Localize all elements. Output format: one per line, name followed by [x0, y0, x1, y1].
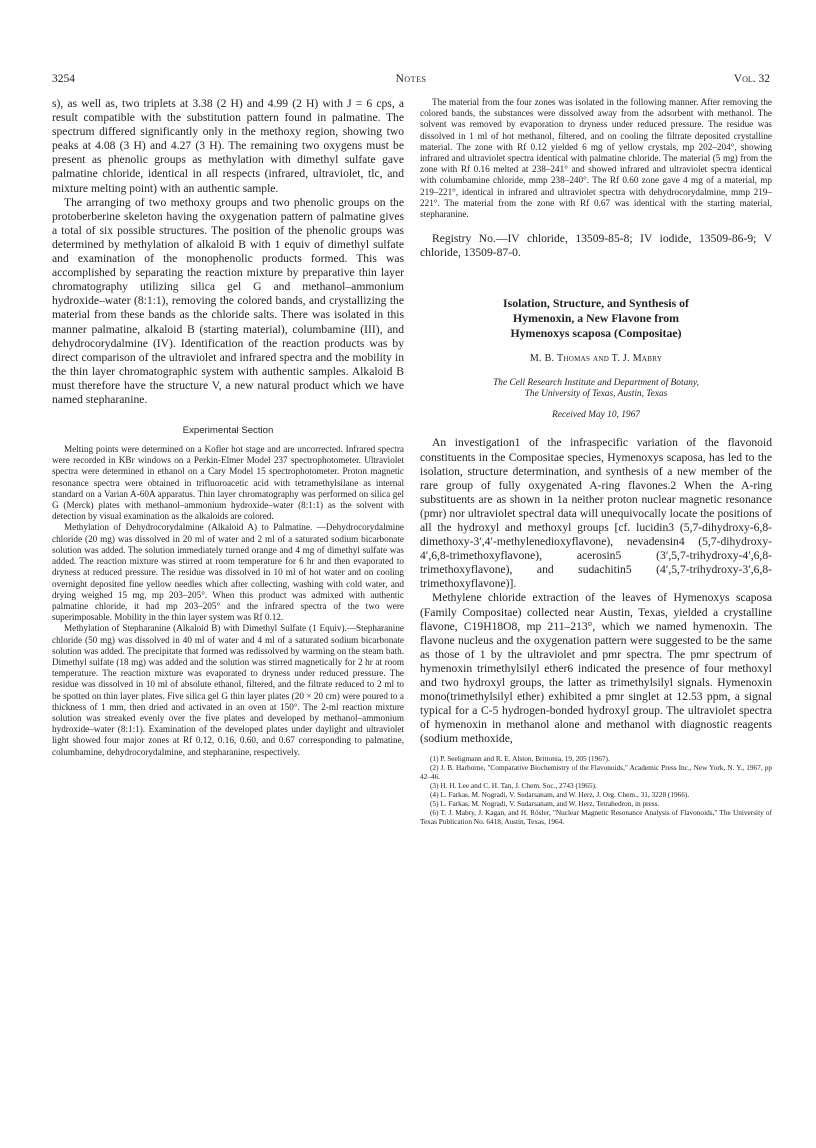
page-header: [52, 73, 770, 87]
reference-item: (4) L. Farkas, M. Nogradi, V. Sudarsanam, and W. Herz, J. Org. Chem., 31, 3228 (1966).: [430, 790, 690, 800]
body-paragraph: Methylene chloride extraction of the leaves of Hymenoxys scaposa (Family Compositae) collected near Austin, Texas, yielded a crystalline flavone, C19H18O8, mp 211–213°, which we named hymenoxin. The flavone nucleus and the oxygenation pattern were suggested to be the same as those of 1 by the ultraviolet and pmr spectra. The pmr spectrum of hymenoxin trimethylsilyl ether6 indicated the presence of four methoxyl and two hydroxyl groups, the latter as trimethylsilyl signals. Hymenoxin mono(trimethylsilyl ether) exhibited a pmr singlet at 12.53 ppm, a signal typical for a C-5 hydrogen-bonded hydroxyl group. The ultraviolet spectra of hymenoxin in methanol alone and methanol with diagnostic reagents (sodium methoxide,: [420, 591, 772, 746]
title-line: Isolation, Structure, and Synthesis of: [503, 296, 689, 311]
right-column: [420, 97, 772, 826]
reference-item: (2) J. B. Harborne, "Comparative Biochemistry of the Flavonoids," Academic Press Inc., New York, N. Y., 1967, pp 42–46.: [420, 763, 772, 782]
article-title: [420, 296, 772, 341]
section-label: Notes: [395, 73, 427, 85]
experimental-section-heading: Experimental Section: [182, 425, 274, 437]
received-date: Received May 10, 1967: [552, 410, 640, 421]
left-column: [52, 97, 404, 758]
experimental-paragraph: Methylation of Stepharanine (Alkaloid B) with Dimethyl Sulfate (1 Equiv).—Stepharanine chloride (50 mg) was dissolved in 40 ml of water and 4 ml of a saturated sodium bicarbonate solution was added. The precipitate that formed was redissolved by warming on the steam bath. Dimethyl sulfate (18 mg) was added and the solution was stirred magnetically for 2 hr at room temperature. The reaction mixture was evaporated to dryness under reduced pressure. The residue was dissolved in 10 ml of absolute ethanol, filtered, and the filtrate reduced to 2 ml to be spotted on thin layer plates. Five silica gel G thin layer plates (20 × 20 cm) were poured to a thickness of 1 mm, then dried and activated in an oven at 150°. The 2-ml reaction mixture solution was streaked evenly over the five plates and developed by methanol–ammonium hydroxide–water (8:1:1). Examination of the developed plates under daylight and ultraviolet light showed four major zones at Rf 0.12, 0.16, 0.60, and 0.67 corresponding to palmatine, columbamine, dehydrocorydalmine, and stepharanine, respectively.: [52, 623, 404, 757]
title-line: Hymenoxin, a New Flavone from: [513, 311, 679, 326]
affiliation-line: The Cell Research Institute and Department of Botany,: [493, 378, 699, 389]
registry-numbers: Registry No.—IV chloride, 13509-85-8; IV iodide, 13509-86-9; V chloride, 13509-87-0.: [420, 232, 772, 260]
body-paragraph: s), as well as, two triplets at 3.38 (2 H) and 4.99 (2 H) with J = 6 cps, a result compatible with the substitution pattern found in palmatine. The spectrum differed significantly only in the methoxy region, showing two peaks at 4.08 (3 H) and 4.27 (3 H). The remaining two oxygens must be present as phenolic groups as methylation with dimethyl sulfate gave palmatine chloride, identical in all respects (infrared, ultraviolet, tlc, and mixture melting point) with an authentic sample.: [52, 97, 404, 195]
reference-item: (3) H. H. Lee and C. H. Tan, J. Chem. Soc., 2743 (1965).: [430, 781, 597, 791]
reference-item: (1) P. Seeligmann and R. E. Alston, Brittonia, 19, 205 (1967).: [430, 754, 610, 764]
authors: M. B. Thomas and T. J. Mabry: [529, 353, 663, 365]
body-paragraph: An investigation1 of the infraspecific variation of the flavonoid constituents in the Compositae species, Hymenoxys scaposa, has led to the isolation, structure determination, and synthesis of a new member of the rare group of fully oxygenated A-ring flavones.2 When the A-ring substituents are as shown in 1a neither proton nuclear magnetic resonance (pmr) nor ultraviolet spectral data will unequivocally locate the positions of all the hydroxyl and methoxyl groups [cf. lucidin3 (5,7-dihydroxy-6,8-dimethoxy-3′,4′-methylenedioxyflavone), nevadensin4 (5,7-dihydroxy-4′,6,8-trimethoxyflavone), acerosin5 (3′,5,7-trihydroxy-4′,6,8-trimethoxyflavone), and sudachitin5 (4′,5,7-trihydroxy-3′,6,8-trimethoxyflavone)].: [420, 436, 772, 591]
affiliation-line: The University of Texas, Austin, Texas: [524, 389, 668, 400]
experimental-paragraph: The material from the four zones was isolated in the following manner. After removing the colored bands, the substances were dissolved away from the adsorbent with methanol. The solvent was removed by evaporation to dryness under reduced pressure. The residue was dissolved in 1 ml of hot methanol, filtered, and on cooling the filtrate deposited crystalline material. The zone with Rf 0.12 yielded 6 mg of yellow crystals, mp 202–204°, showing infrared and ultraviolet spectra identical with palmatine chloride. The material (5 mg) from the zone with Rf 0.16 melted at 238–241° and showed infrared and ultraviolet spectra identical with columbamine chloride, mmp 238–240°. The Rf 0.60 zone gave 4 mg of a material, mp 219–221°, identical in infrared and ultraviolet spectra with dehydrocorydalmine, mmp 219–221°. The material from the zone with Rf 0.67 was identical with the starting material, stepharanine.: [420, 97, 772, 220]
experimental-paragraph: Melting points were determined on a Kofler hot stage and are uncorrected. Infrared spectra were recorded in KBr windows on a Perkin-Elmer Model 237 spectrophotometer. Ultraviolet spectra were determined in ethanol on a Cary Model 15 spectrophotometer. Proton magnetic resonance spectra were obtained in trifluoroacetic acid with tetramethylsilane as internal standard on a Varian A-60A apparatus. Thin layer chromatography was performed on silica gel G (Merck) plates with methanol–ammonium hydroxide–water (8:1:1) as the solvent with detection by visual examination as the alkaloids are colored.: [52, 444, 404, 522]
page-number: 3254: [52, 73, 75, 85]
volume-label: Vol. 32: [733, 73, 770, 85]
experimental-paragraph: Methylation of Dehydrocorydalmine (Alkaloid A) to Palmatine. —Dehydrocorydalmine chloride (20 mg) was dissolved in 20 ml of water and 2 ml of a saturated sodium bicarbonate solution was added. The solution immediately turned orange and 4 mg of dimethyl sulfate was added. The reaction mixture was stirred at room temperature for 6 hr and then evaporated to dryness at reduced pressure. The residue was dissolved in 10 ml of hot water and on cooling overnight deposited fine yellow needles which after collecting, washing with cold water, and drying weighed 15 mg, mp 203–205°. When this product was admixed with authentic palmatine chloride, it had mp 203–205° and the infrared spectra of the two were superimposable. Mobility in the thin layer system was Rf 0.12.: [52, 522, 404, 623]
reference-item: (5) L. Farkas, M. Nogradi, V. Sudarsanam, and W. Herz, Tetrahedron, in press.: [430, 799, 660, 809]
reference-item: (6) T. J. Mabry, J. Kagan, and H. Rösler, "Nuclear Magnetic Resonance Analysis of Flavonoids," The University of Texas Publication No. 6418, Austin, Texas, 1964.: [420, 808, 772, 827]
references-list: [420, 754, 772, 826]
body-paragraph: The arranging of two methoxy groups and two phenolic groups on the protoberberine skeleton having the oxygenation pattern of palmatine gives a total of six possible structures. The position of the phenolic groups was determined by methylation of alkaloid B with 1 equiv of dimethyl sulfate and examination of the monophenolic products formed. This was accomplished by separating the reaction mixture by preparative thin layer chromatography utilizing silica gel G and methanol–ammonium hydroxide–water (8:1:1), removing the colored bands, and crystallizing the material from these bands as the chloride salts. There was isolated in this manner palmatine, alkaloid B (starting material), columbamine (III), and dehydrocorydalmine (IV). Identification of the reaction products was by direct comparison of the ultraviolet and infrared spectra and the mobility in the thin layer chromatographic system with authentic samples. Alkaloid B must therefore have the structure V, a new natural product which we have named stepharanine.: [52, 195, 404, 406]
affiliation: [420, 378, 772, 400]
title-line: Hymenoxys scaposa (Compositae): [510, 326, 682, 341]
